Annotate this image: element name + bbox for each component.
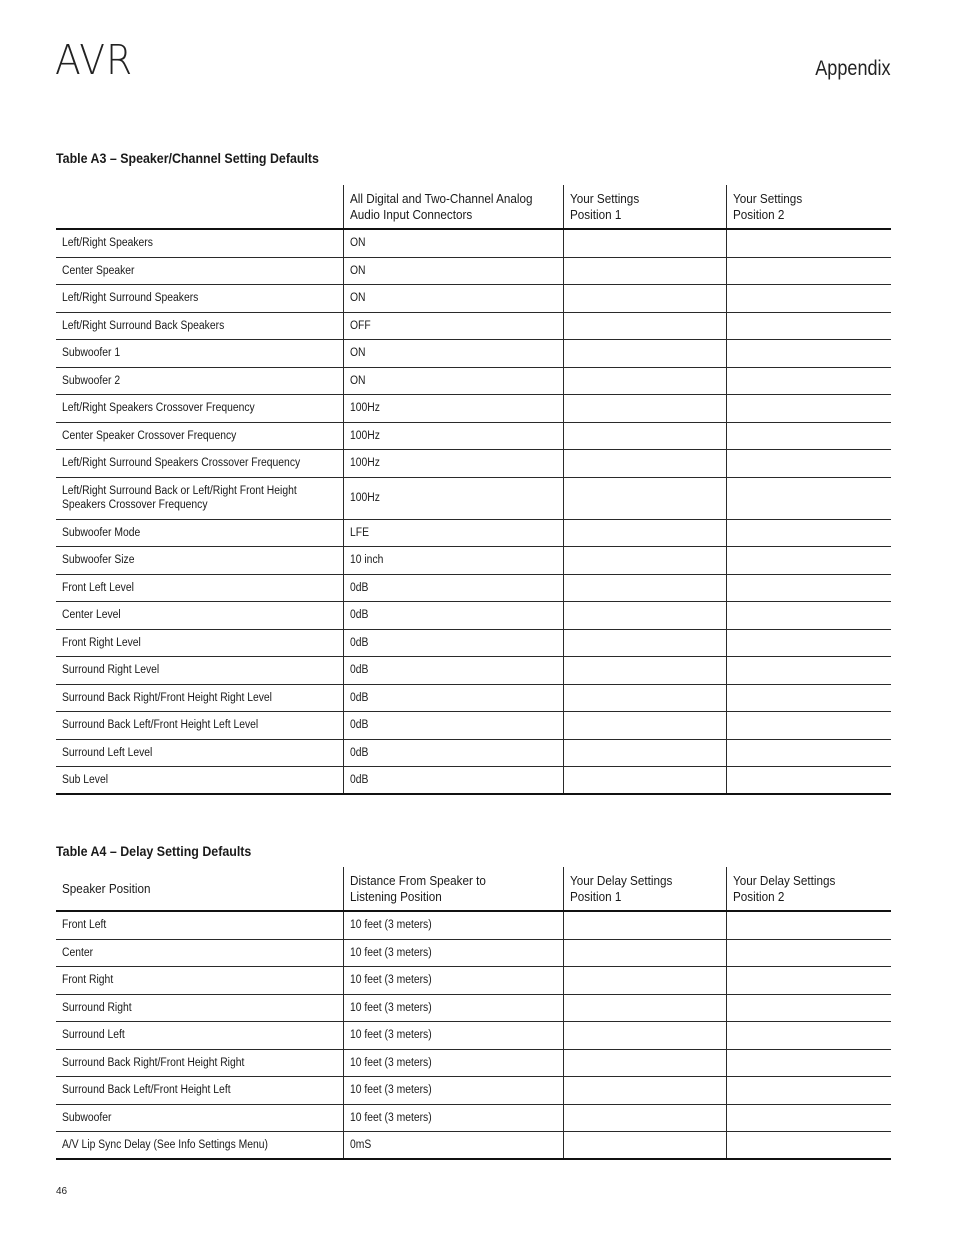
table-row xyxy=(56,1077,891,1105)
table-row xyxy=(56,1132,891,1160)
position-1-entry-cell[interactable] xyxy=(563,712,726,739)
position-1-entry-cell[interactable] xyxy=(563,1105,726,1132)
setting-name-cell: Surround Back Right/Front Height Right Level xyxy=(62,691,272,704)
setting-name-cell: Surround Left xyxy=(62,1029,125,1042)
setting-name-cell: Sub Level xyxy=(62,773,109,786)
table-row xyxy=(56,258,891,286)
default-value-cell: 10 feet (3 meters) xyxy=(343,940,563,967)
table-row xyxy=(56,340,891,368)
setting-name-cell: Front Right Level xyxy=(62,636,141,649)
header-cell: Your Delay Settings Position 1 xyxy=(563,867,726,910)
default-value-cell: ON xyxy=(343,258,563,285)
position-2-entry-cell[interactable] xyxy=(726,450,891,477)
table-header-row xyxy=(56,185,891,230)
default-value-cell: OFF xyxy=(343,313,563,340)
position-2-entry-cell[interactable] xyxy=(726,1132,891,1158)
table-row xyxy=(56,740,891,768)
position-2-entry-cell[interactable] xyxy=(726,520,891,547)
table-row xyxy=(56,1105,891,1133)
setting-name-cell: Subwoofer 1 xyxy=(62,347,121,360)
position-1-entry-cell[interactable] xyxy=(563,340,726,367)
default-value-cell: 100Hz xyxy=(343,478,563,519)
position-1-entry-cell[interactable] xyxy=(563,602,726,629)
position-1-entry-cell[interactable] xyxy=(563,547,726,574)
default-value-cell: ON xyxy=(343,340,563,367)
position-2-entry-cell[interactable] xyxy=(726,1022,891,1049)
setting-name-cell: Center Level xyxy=(62,609,121,622)
table-row xyxy=(56,602,891,630)
table-row xyxy=(56,450,891,478)
position-1-entry-cell[interactable] xyxy=(563,1050,726,1077)
position-1-entry-cell[interactable] xyxy=(563,1132,726,1158)
position-2-entry-cell[interactable] xyxy=(726,1077,891,1104)
position-2-entry-cell[interactable] xyxy=(726,767,891,793)
position-1-entry-cell[interactable] xyxy=(563,258,726,285)
setting-name-cell: Surround Right xyxy=(62,1001,132,1014)
default-value-cell: LFE xyxy=(343,520,563,547)
position-1-entry-cell[interactable] xyxy=(563,368,726,395)
table-a4 xyxy=(56,867,891,1160)
position-2-entry-cell[interactable] xyxy=(726,912,891,939)
default-value-cell: 10 feet (3 meters) xyxy=(343,967,563,994)
table-row xyxy=(56,423,891,451)
position-1-entry-cell[interactable] xyxy=(563,395,726,422)
default-value-cell: 100Hz xyxy=(343,450,563,477)
position-1-entry-cell[interactable] xyxy=(563,285,726,312)
default-value-cell: 100Hz xyxy=(343,395,563,422)
default-value-cell: 10 feet (3 meters) xyxy=(343,1077,563,1104)
table-row xyxy=(56,712,891,740)
setting-name-cell: Front Left Level xyxy=(62,581,134,594)
default-value-cell: 0mS xyxy=(343,1132,563,1158)
setting-name-cell: Surround Back Right/Front Height Right xyxy=(62,1056,245,1069)
setting-name-cell: A/V Lip Sync Delay (See Info Settings Menu) xyxy=(62,1138,268,1151)
position-2-entry-cell[interactable] xyxy=(726,712,891,739)
position-1-entry-cell[interactable] xyxy=(563,230,726,257)
position-1-entry-cell[interactable] xyxy=(563,478,726,519)
default-value-cell: ON xyxy=(343,368,563,395)
table-row xyxy=(56,685,891,713)
table-row xyxy=(56,1050,891,1078)
position-2-entry-cell[interactable] xyxy=(726,575,891,602)
header-cell xyxy=(56,185,343,228)
header-cell: Your Settings Position 2 xyxy=(726,185,891,228)
position-1-entry-cell[interactable] xyxy=(563,995,726,1022)
table-row xyxy=(56,767,891,795)
position-2-entry-cell[interactable] xyxy=(726,685,891,712)
header-cell: Your Delay Settings Position 2 xyxy=(726,867,891,910)
table-row xyxy=(56,575,891,603)
position-1-entry-cell[interactable] xyxy=(563,657,726,684)
setting-name-cell: Left/Right Surround Speakers xyxy=(62,292,199,305)
position-2-entry-cell[interactable] xyxy=(726,395,891,422)
header-cell: Distance From Speaker to Listening Position xyxy=(343,867,563,910)
header-cell: Your Settings Position 1 xyxy=(563,185,726,228)
setting-name-cell: Subwoofer Size xyxy=(62,554,135,567)
table-row xyxy=(56,285,891,313)
setting-name-cell: Surround Back Left/Front Height Left xyxy=(62,1084,231,1097)
position-2-entry-cell[interactable] xyxy=(726,340,891,367)
position-2-entry-cell[interactable] xyxy=(726,995,891,1022)
table-row xyxy=(56,995,891,1023)
position-1-entry-cell[interactable] xyxy=(563,450,726,477)
table-a3 xyxy=(56,185,891,795)
position-2-entry-cell[interactable] xyxy=(726,285,891,312)
table-a4-title: Table A4 – Delay Setting Defaults xyxy=(56,844,252,859)
position-1-entry-cell[interactable] xyxy=(563,1077,726,1104)
page-number: 46 xyxy=(56,1186,68,1197)
table-row xyxy=(56,520,891,548)
header-cell: Speaker Position xyxy=(62,880,151,896)
setting-name-cell: Center Speaker xyxy=(62,264,135,277)
position-1-entry-cell[interactable] xyxy=(563,967,726,994)
table-row xyxy=(56,230,891,258)
position-2-entry-cell[interactable] xyxy=(726,630,891,657)
default-value-cell: 10 feet (3 meters) xyxy=(343,995,563,1022)
setting-name-cell: Left/Right Speakers Crossover Frequency xyxy=(62,402,255,415)
position-2-entry-cell[interactable] xyxy=(726,258,891,285)
position-1-entry-cell[interactable] xyxy=(563,940,726,967)
setting-name-cell: Left/Right Surround Back or Left/Right Front Height Speakers Crossover Frequency xyxy=(62,485,297,511)
position-1-entry-cell[interactable] xyxy=(563,740,726,767)
setting-name-cell: Surround Back Left/Front Height Left Level xyxy=(62,719,259,732)
setting-name-cell: Left/Right Surround Speakers Crossover Frequency xyxy=(62,457,301,470)
position-2-entry-cell[interactable] xyxy=(726,478,891,519)
setting-name-cell: Front Left xyxy=(62,919,107,932)
position-2-entry-cell[interactable] xyxy=(726,967,891,994)
position-1-entry-cell[interactable] xyxy=(563,575,726,602)
table-row xyxy=(56,478,891,520)
position-1-entry-cell[interactable] xyxy=(563,912,726,939)
setting-name-cell: Center Speaker Crossover Frequency xyxy=(62,429,237,442)
setting-name-cell: Left/Right Speakers xyxy=(62,237,153,250)
table-row xyxy=(56,368,891,396)
position-1-entry-cell[interactable] xyxy=(563,767,726,793)
setting-name-cell: Surround Right Level xyxy=(62,664,160,677)
position-2-entry-cell[interactable] xyxy=(726,740,891,767)
position-2-entry-cell[interactable] xyxy=(726,657,891,684)
default-value-cell: 0dB xyxy=(343,602,563,629)
position-2-entry-cell[interactable] xyxy=(726,602,891,629)
setting-name-cell: Front Right xyxy=(62,974,114,987)
position-2-entry-cell[interactable] xyxy=(726,547,891,574)
position-1-entry-cell[interactable] xyxy=(563,685,726,712)
position-2-entry-cell[interactable] xyxy=(726,423,891,450)
default-value-cell: 10 feet (3 meters) xyxy=(343,1022,563,1049)
default-value-cell: 100Hz xyxy=(343,423,563,450)
table-header-row xyxy=(56,867,891,912)
table-row xyxy=(56,313,891,341)
table-a3-title: Table A3 – Speaker/Channel Setting Defaults xyxy=(56,151,319,166)
header-cell: All Digital and Two-Channel Analog Audio Input Connectors xyxy=(343,185,563,228)
position-1-entry-cell[interactable] xyxy=(563,630,726,657)
table-row xyxy=(56,1022,891,1050)
table-row xyxy=(56,657,891,685)
position-2-entry-cell[interactable] xyxy=(726,940,891,967)
position-2-entry-cell[interactable] xyxy=(726,1050,891,1077)
table-row xyxy=(56,630,891,658)
setting-name-cell: Subwoofer 2 xyxy=(62,374,121,387)
default-value-cell: 10 feet (3 meters) xyxy=(343,912,563,939)
default-value-cell: 0dB xyxy=(343,740,563,767)
avr-logo: AVR xyxy=(55,36,134,84)
table-row xyxy=(56,395,891,423)
position-1-entry-cell[interactable] xyxy=(563,423,726,450)
position-1-entry-cell[interactable] xyxy=(563,1022,726,1049)
default-value-cell: 0dB xyxy=(343,712,563,739)
table-row xyxy=(56,967,891,995)
section-title: Appendix xyxy=(815,57,891,80)
default-value-cell: 0dB xyxy=(343,685,563,712)
setting-name-cell: Subwoofer Mode xyxy=(62,526,141,539)
setting-name-cell: Left/Right Surround Back Speakers xyxy=(62,319,225,332)
position-2-entry-cell[interactable] xyxy=(726,368,891,395)
default-value-cell: ON xyxy=(343,230,563,257)
position-1-entry-cell[interactable] xyxy=(563,520,726,547)
default-value-cell: 0dB xyxy=(343,657,563,684)
position-2-entry-cell[interactable] xyxy=(726,313,891,340)
default-value-cell: 0dB xyxy=(343,767,563,793)
default-value-cell: 0dB xyxy=(343,575,563,602)
table-row xyxy=(56,547,891,575)
position-2-entry-cell[interactable] xyxy=(726,1105,891,1132)
position-2-entry-cell[interactable] xyxy=(726,230,891,257)
default-value-cell: 10 inch xyxy=(343,547,563,574)
setting-name-cell: Surround Left Level xyxy=(62,746,153,759)
setting-name-cell: Subwoofer xyxy=(62,1111,112,1124)
default-value-cell: 10 feet (3 meters) xyxy=(343,1050,563,1077)
setting-name-cell: Center xyxy=(62,946,94,959)
position-1-entry-cell[interactable] xyxy=(563,313,726,340)
default-value-cell: ON xyxy=(343,285,563,312)
default-value-cell: 10 feet (3 meters) xyxy=(343,1105,563,1132)
table-row xyxy=(56,912,891,940)
table-row xyxy=(56,940,891,968)
default-value-cell: 0dB xyxy=(343,630,563,657)
